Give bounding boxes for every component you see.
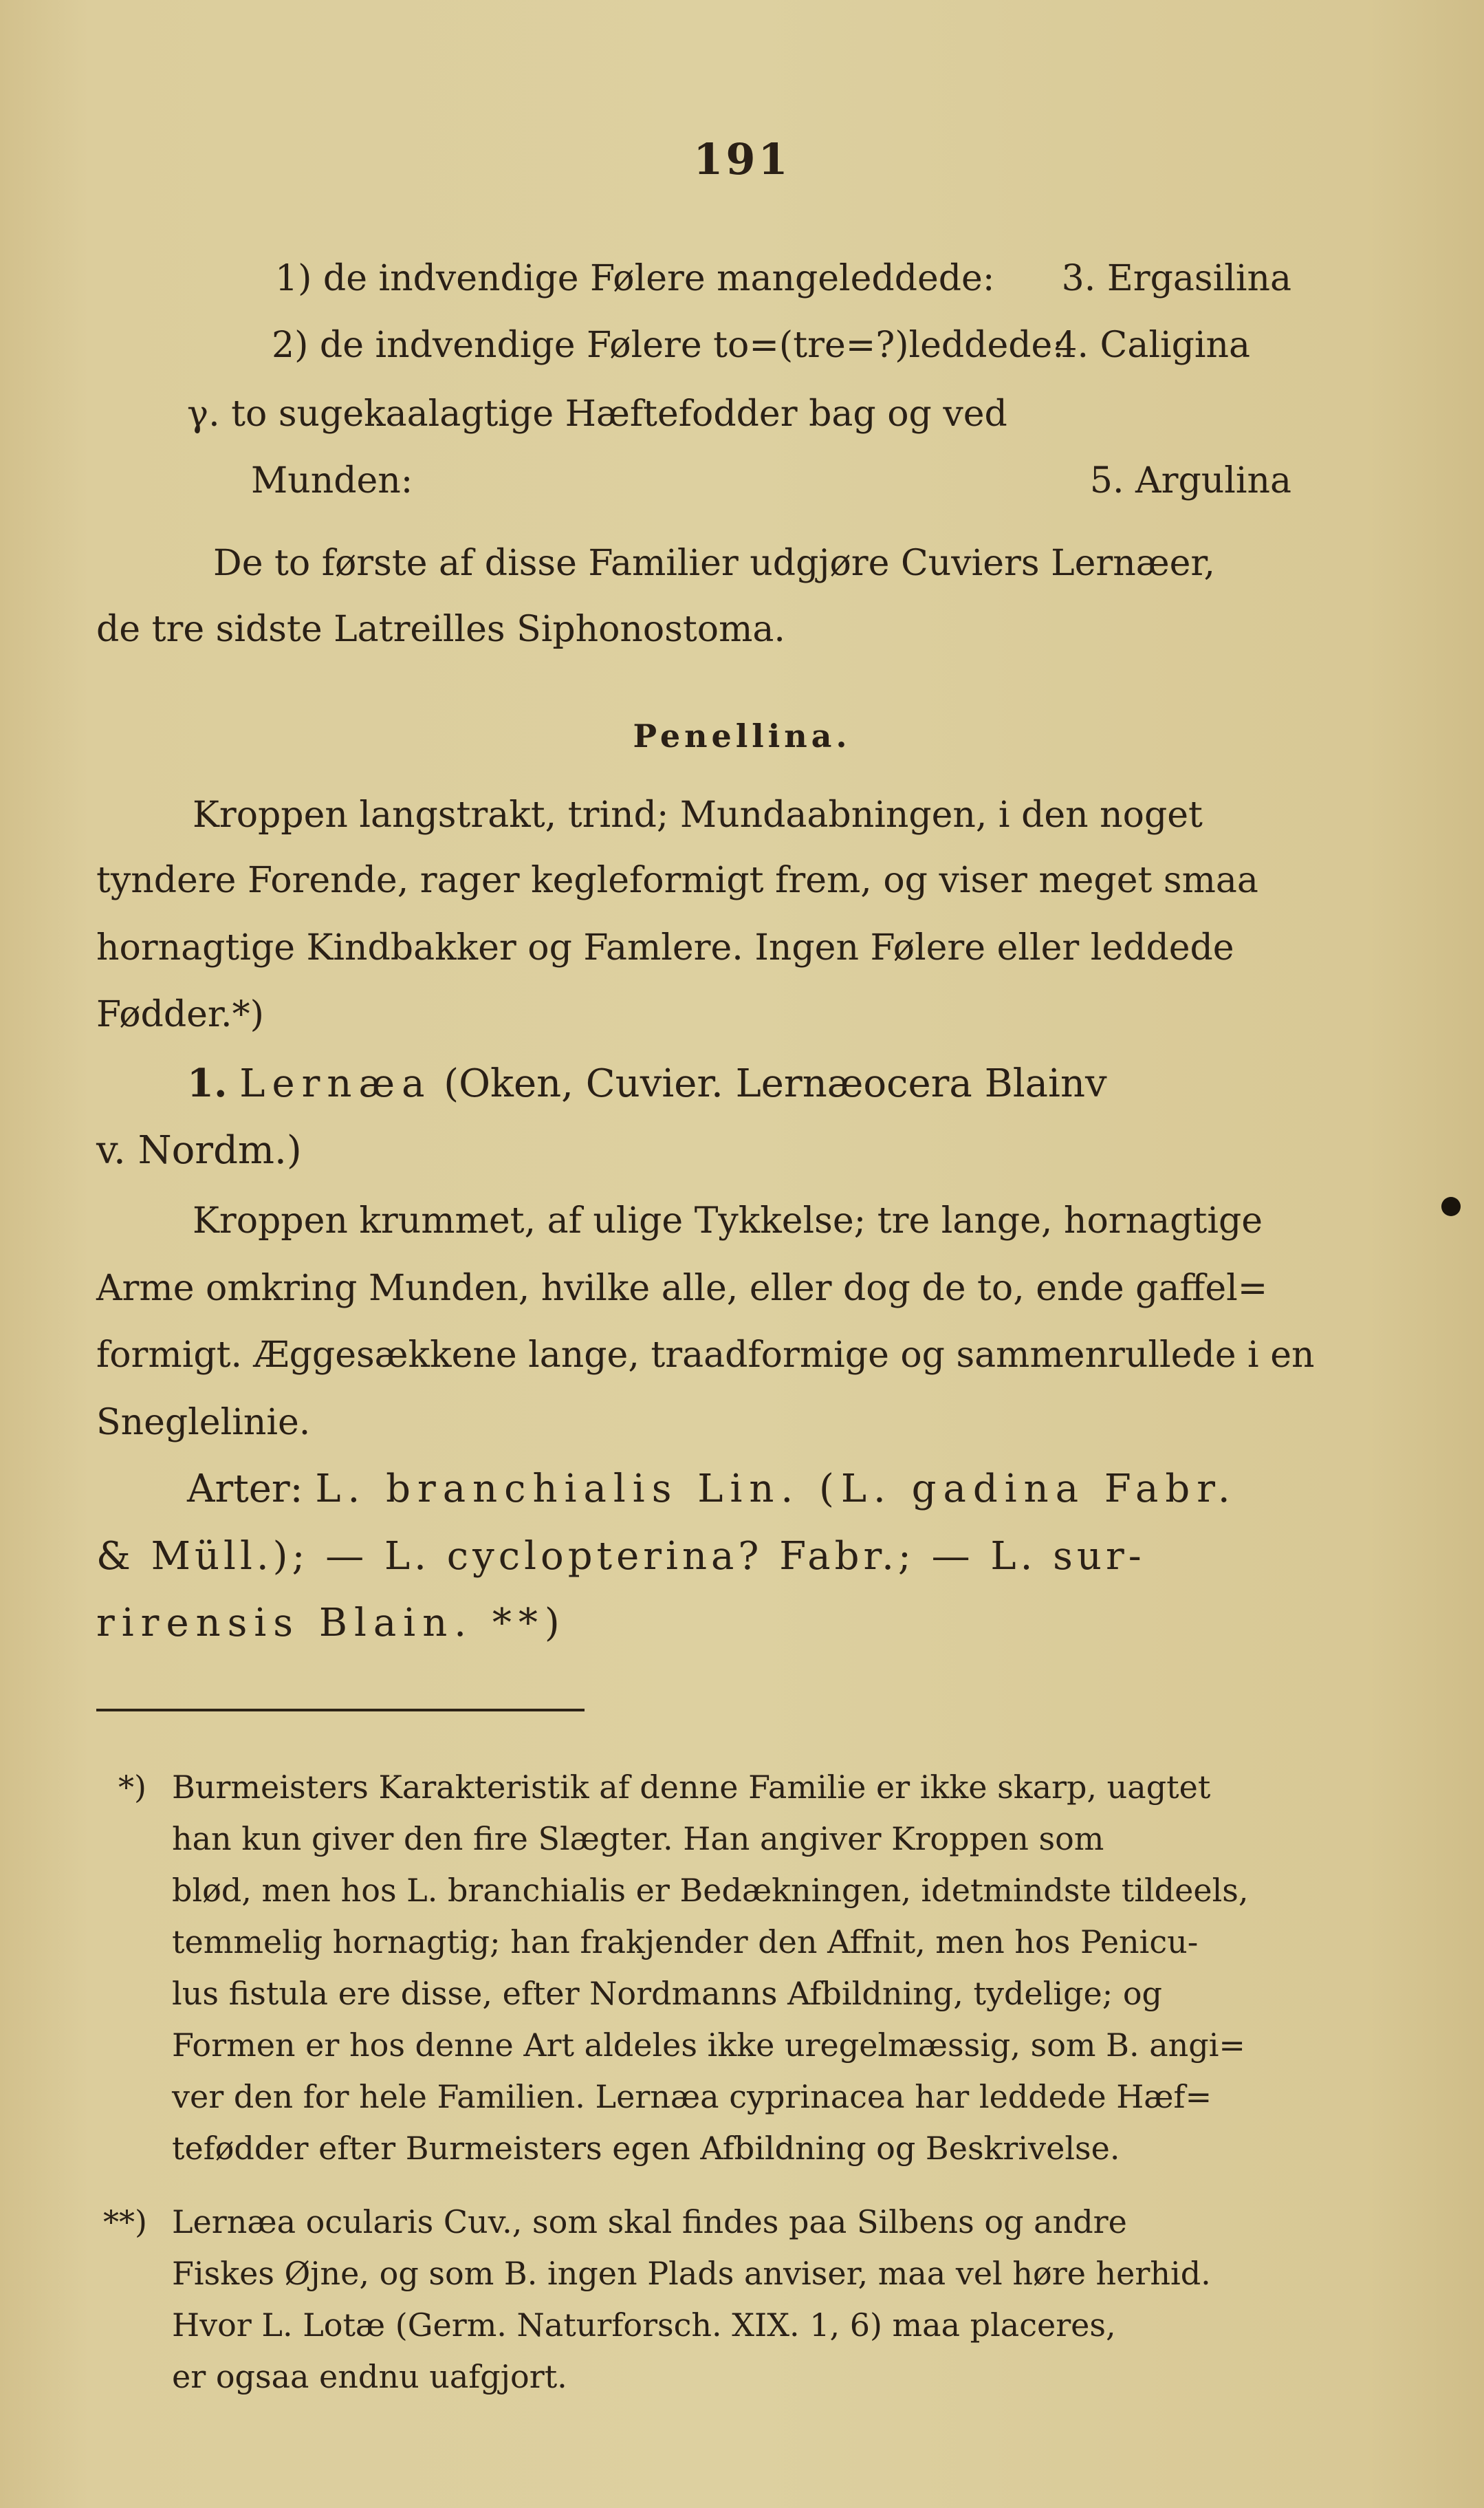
footnote-line: temmelig hornagtig; han frakjender den Affnit, men hos Penicu- [172,1923,1199,1960]
footnote-line: ver den for hele Familien. Lernæa cyprinacea har leddede Hæf= [172,2078,1212,2115]
footnote-mark: **) [103,2203,147,2240]
footnote-line: tefødder efter Burmeisters egen Afbildning og Beskrivelse. [172,2130,1120,2167]
paragraph-line: hornagtige Kindbakker og Famlere. Ingen Følere eller leddede [96,927,1234,969]
genus-authority-cont: v. Nordm.) [96,1128,302,1173]
list-item-text: 1) de indvendige Følere mangeleddede: [275,258,995,299]
species-line [187,1465,1388,1513]
genus-name: Lernæa [239,1061,432,1106]
list-item [275,255,1291,303]
list-item [272,321,1250,369]
paragraph-line: Kroppen krummet, af ulige Tykkelse; tre lange, hornagtige [193,1200,1263,1242]
species-line: & Müll.); — L. cyclopterina? Fabr.; — L. sur- [96,1534,1146,1579]
list-item-text: Munden: [251,460,413,501]
paragraph-line: Fødder.*) [96,994,264,1035]
footnote-line: blød, men hos L. branchialis er Bedækningen, idetmindste tildeels, [172,1872,1249,1909]
footnote-line: Burmeisters Karakteristik af denne Familie er ikke skarp, uagtet [172,1769,1211,1806]
species-text: L. branchialis Lin. (L. gadina Fabr. [315,1467,1237,1511]
paragraph-line: Kroppen langstrakt, trind; Mundaabningen, i den noget [193,794,1203,836]
list-item [251,457,1291,505]
family-name: 3. Ergasilina [1061,258,1291,299]
footnote-line: er ogsaa endnu uafgjort. [172,2358,567,2395]
genus-authority: (Oken, Cuvier. Lernæocera Blainv [444,1061,1107,1106]
paragraph-line: Arme omkring Munden, hvilke alle, eller dog de to, ende gaffel= [96,1268,1268,1309]
list-item [187,390,1388,438]
footnote-divider [96,1709,585,1711]
page-number: 191 [693,134,791,184]
family-name: 5. Argulina [1089,460,1291,501]
footnote-line: Hvor L. Lotæ (Germ. Naturforsch. XIX. 1, 6) maa placeres, [172,2306,1116,2344]
list-item-text: γ. to sugekaalagtige Hæftefodder bag og ved [187,393,1007,435]
genus-heading [187,1059,1388,1108]
section-title: Penellina. [633,717,851,755]
genus-number: 1. [187,1061,228,1106]
species-label: Arter: [187,1467,303,1511]
list-item-text: 2) de indvendige Følere to=(tre=?)leddede: [272,325,1065,366]
ink-blot [1441,1197,1461,1216]
paragraph-line: formigt. Æggesækkene lange, traadformige og sammenrullede i en [96,1334,1315,1376]
paragraph-line: Sneglelinie. [96,1402,311,1443]
paragraph-line: De to første af disse Familier udgjøre Cuviers Lernæer, [213,543,1216,584]
footnote-line: Formen er hos denne Art aldeles ikke uregelmæssig, som B. angi= [172,2026,1245,2064]
family-name: 4. Caligina [1054,325,1250,366]
footnote-line: Lernæa ocularis Cuv., som skal findes paa Silbens og andre [172,2203,1127,2240]
footnote-line: Fiskes Øjne, og som B. ingen Plads anviser, maa vel høre herhid. [172,2255,1211,2292]
footnote-line: lus fistula ere disse, efter Nordmanns Afbildning, tydelige; og [172,1975,1162,2012]
footnote-line: han kun giver den fire Slægter. Han angiver Kroppen som [172,1820,1104,1857]
species-line: rirensis Blain. **) [96,1601,567,1645]
footnote-mark: *) [118,1769,146,1806]
paragraph-line: de tre sidste Latreilles Siphonostoma. [96,609,785,650]
paragraph-line: tyndere Forende, rager kegleformigt frem, og viser meget smaa [96,860,1258,901]
